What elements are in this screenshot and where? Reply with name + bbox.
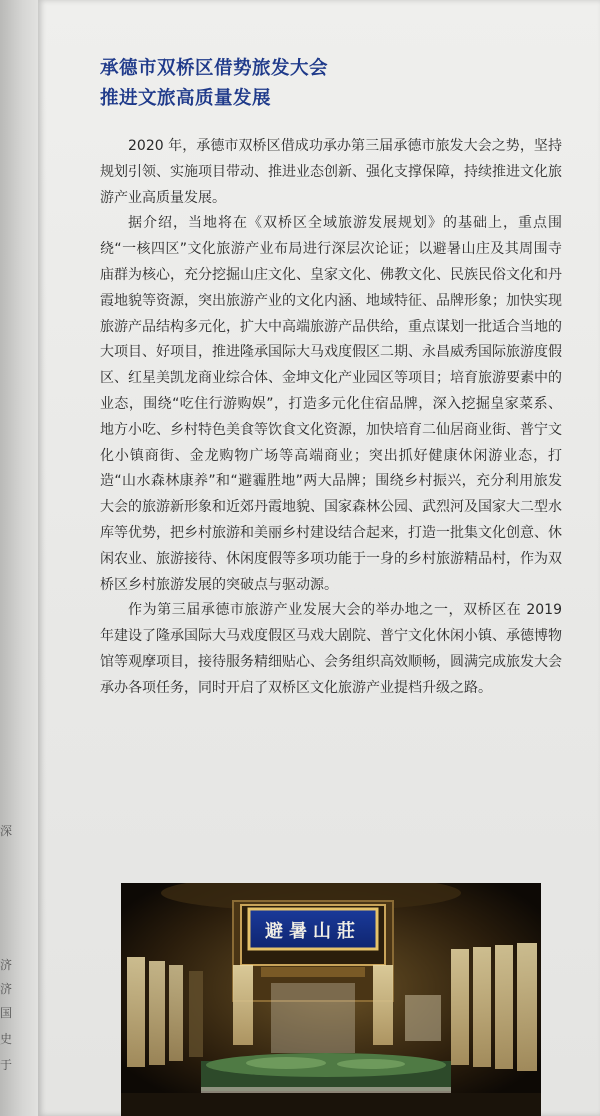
margin-fragment: 济 [0, 982, 13, 996]
previous-page-margin [0, 0, 38, 1116]
article-body [100, 134, 562, 702]
article-title-line-1: 承德市双桥区借势旅发大会 [100, 58, 329, 79]
article-paragraph: 2020 年，承德市双桥区借成功承办第三届承德市旅发大会之势，坚持规划引领、实施项目带动、推进业态创新、强化支撑保障，持续推进文化旅游产业高质量发展。 [100, 138, 562, 206]
article-paragraph: 据介绍，当地将在《双桥区全域旅游发展规划》的基础上，重点围绕“一核四区”文化旅游产业布局进行深层次论证；以避暑山庄及其周围寺庙群为核心，充分挖掘山庄文化、皇家文化、佛教文化、民族民俗文化和丹霞地貌等资源，突出旅游产业的文化内涵、地域特征、品牌形象；加快实现旅游产品结构多元化，扩大中高端旅游产品供给，重点谋划一批适合当地的大项目、好项目，推进隆承国际大马戏度假区二期、永昌威秀国际旅游度假区、红星美凯龙商业综合体、金坤文化产业园区等项目；培育旅游要素中的业态，围绕“吃住行游购娱”，打造多元化住宿品牌，深入挖掘皇家菜系、地方小吃、乡村特色美食等饮食文化资源，加快培育二仙居商业街、普宁文化小镇商街、金龙购物广场等高端商业；突出抓好健康休闲游业态，打造“山水森林康养”和“避霾胜地”两大品牌；围绕乡村振兴，充分利用旅发大会的旅游新形象和近郊丹霞地貌、国家森林公园、武烈河及国家大二型水库等优势，把乡村旅游和美丽乡村建设结合起来，打造一批集文化创意、休闲农业、旅游接待、休闲度假等多项功能于一身的乡村旅游精品村，作为双桥区乡村旅游发展的突破点与驱动源。 [100, 215, 562, 593]
article-title [100, 54, 560, 114]
margin-fragment: 济 [0, 958, 13, 972]
museum-hall-photo [121, 883, 541, 1116]
margin-fragment: 于 [0, 1058, 13, 1072]
article-paragraph: 作为第三届承德市旅游产业发展大会的举办地之一，双桥区在 2019 年建设了隆承国际大马戏度假区马戏大剧院、普宁文化休闲小镇、承德博物馆等观摩项目，接待服务精细贴心、会务组织高效顺畅，圆满完成旅发大会承办各项任务，同时开启了双桥区文化旅游产业提档升级之路。 [100, 602, 562, 696]
margin-fragment: 国 [0, 1006, 13, 1020]
museum-hall-illustration [121, 883, 541, 1116]
pavilion-sign-text: 避暑山莊 [265, 921, 361, 942]
magazine-page [38, 0, 600, 1116]
margin-fragment: 史 [0, 1032, 13, 1046]
margin-fragment: 深 [0, 824, 13, 838]
article-title-line-2: 推进文旅高质量发展 [100, 88, 272, 109]
